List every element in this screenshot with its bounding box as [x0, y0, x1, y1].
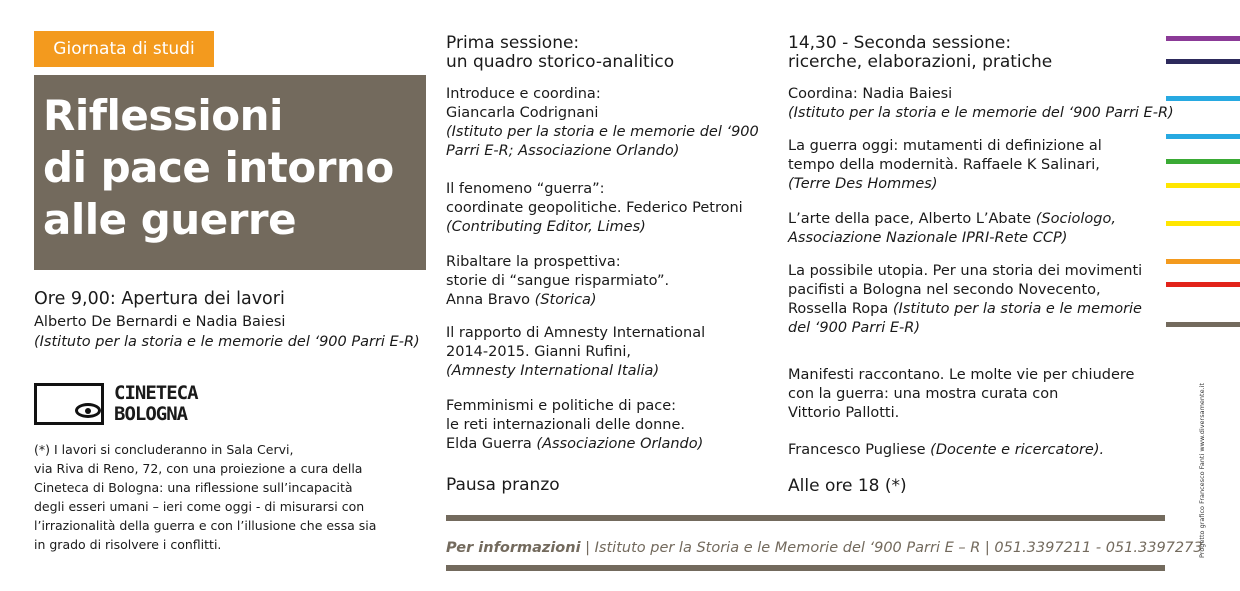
divider-top: [446, 515, 1165, 521]
eye-icon: [75, 403, 101, 418]
event-type-badge: Giornata di studi: [34, 31, 214, 67]
item-affiliation: (Terre Des Hommes): [788, 176, 938, 192]
lunch-break: Pausa pranzo: [446, 475, 560, 495]
item-affiliation: (Istituto per la storia e le memorie del ‘900 Parri E-R): [788, 105, 1174, 121]
color-stripe: [1166, 96, 1240, 101]
color-stripe: [1166, 36, 1240, 41]
item-line: Ribaltare la prospettiva:: [446, 254, 621, 270]
item-line: Elda Guerra: [446, 436, 537, 452]
session2-item-1: [788, 85, 1174, 123]
item-affiliation: del ‘900 Parri E-R): [788, 320, 920, 336]
item-line: Francesco Pugliese: [788, 442, 931, 458]
item-line: Anna Bravo: [446, 292, 535, 308]
footnote-line: (*) I lavori si concluderanno in Sala Cervi,: [34, 442, 294, 457]
session1-item-1: [446, 85, 759, 161]
item-line: Il fenomeno “guerra”:: [446, 181, 605, 197]
session-title-line: Prima sessione:: [446, 33, 580, 53]
info-contacts: | Istituto per la Storia e le Memorie del ‘900 Parri E – R | 051.3397211 - 051.3397273: [580, 540, 1203, 556]
design-credit: [1198, 348, 1208, 558]
title-line: alle guerre: [43, 195, 297, 244]
color-stripe: [1166, 259, 1240, 264]
item-line: L’arte della pace, Alberto L’Abate: [788, 211, 1036, 227]
item-line: tempo della modernità. Raffaele K Salinari,: [788, 157, 1100, 173]
item-line: storie di “sangue risparmiato”.: [446, 273, 670, 289]
session1-item-5: [446, 397, 703, 454]
session1-title: [446, 34, 674, 72]
item-line: 2014-2015. Gianni Rufini,: [446, 344, 631, 360]
item-line: La guerra oggi: mutamenti di definizione al: [788, 138, 1102, 154]
item-line: La possibile utopia. Per una storia dei movimenti: [788, 263, 1143, 279]
final-screening-time: Alle ore 18 (*): [788, 476, 907, 496]
logo-frame: [34, 383, 104, 425]
item-line: Manifesti raccontano. Le molte vie per chiudere: [788, 367, 1135, 383]
color-stripe: [1166, 221, 1240, 226]
item-affiliation: (Sociologo,: [1035, 211, 1116, 227]
session2-item-5: [788, 366, 1134, 423]
info-line: [446, 540, 1203, 556]
cineteca-logo: [34, 382, 198, 427]
session-title-line: ricerche, elaborazioni, pratiche: [788, 52, 1053, 72]
item-affiliation: (Contributing Editor, Limes): [446, 219, 646, 235]
footnote: [34, 440, 409, 554]
item-line: Rossella Ropa: [788, 301, 893, 317]
item-affiliation: Parri E-R; Associazione Orlando): [446, 143, 680, 159]
session2-item-2: [788, 137, 1102, 194]
title-line: di pace intorno: [43, 143, 394, 192]
page-title: [43, 90, 394, 246]
item-line: Vittorio Pallotti.: [788, 405, 900, 421]
color-stripe: [1166, 59, 1240, 64]
item-affiliation: (Istituto per la storia e le memorie del ‘900: [446, 124, 759, 140]
item-line: Coordina: Nadia Baiesi: [788, 86, 953, 102]
item-line: Giancarla Codrignani: [446, 105, 599, 121]
session2-title: [788, 34, 1052, 72]
item-line: Introduce e coordina:: [446, 86, 601, 102]
design-credit-text: Progetto grafico Francesco Fanti www.diversamente.it: [1198, 382, 1206, 558]
item-affiliation: (Istituto per la storia e le memorie: [892, 301, 1142, 317]
info-label: Per informazioni: [446, 540, 581, 556]
item-affiliation: (Storica): [534, 292, 597, 308]
item-line: pacifisti a Bologna nel secondo Novecento,: [788, 282, 1101, 298]
session1-item-4: [446, 324, 705, 381]
opening-names: Alberto De Bernardi e Nadia Baiesi: [34, 314, 286, 330]
logo-line: CINETECA: [114, 382, 198, 404]
color-stripe: [1166, 322, 1240, 327]
session2-item-3: [788, 210, 1116, 248]
session1-item-3: [446, 253, 669, 310]
item-affiliation: (Amnesty International Italia): [446, 363, 660, 379]
footnote-line: in grado di risolvere i conflitti.: [34, 537, 222, 552]
color-stripe: [1166, 159, 1240, 164]
opening-institute: (Istituto per la storia e le memorie del ‘900 Parri E-R): [34, 334, 420, 350]
session2-item-6: [788, 441, 1104, 460]
opening-heading: Ore 9,00: Apertura dei lavori: [34, 289, 285, 309]
footnote-line: Cineteca di Bologna: una riflessione sull’incapacità: [34, 480, 353, 495]
title-box: [34, 75, 426, 270]
logo-text: [114, 383, 198, 425]
color-stripe: [1166, 282, 1240, 287]
footnote-line: via Riva di Reno, 72, con una proiezione a cura della: [34, 461, 363, 476]
title-line: Riflessioni: [43, 91, 283, 140]
session-title-line: 14,30 - Seconda sessione:: [788, 33, 1012, 53]
session2-item-4: [788, 262, 1142, 338]
color-stripe: [1166, 183, 1240, 188]
item-affiliation: (Associazione Orlando): [536, 436, 704, 452]
session-title-line: un quadro storico-analitico: [446, 52, 675, 72]
item-line: Femminismi e politiche di pace:: [446, 398, 677, 414]
item-line: Il rapporto di Amnesty International: [446, 325, 706, 341]
divider-bottom: [446, 565, 1165, 571]
color-stripe: [1166, 134, 1240, 139]
footnote-line: degli esseri umani – ieri come oggi - di misurarsi con: [34, 499, 365, 514]
session1-item-2: [446, 180, 743, 237]
item-affiliation: Associazione Nazionale IPRI-Rete CCP): [788, 230, 1068, 246]
item-affiliation: (Docente e ricercatore).: [930, 442, 1105, 458]
item-line: con la guerra: una mostra curata con: [788, 386, 1059, 402]
item-line: le reti internazionali delle donne.: [446, 417, 686, 433]
logo-line: BOLOGNA: [114, 403, 188, 425]
item-line: coordinate geopolitiche. Federico Petroni: [446, 200, 743, 216]
footnote-line: l’irrazionalità della guerra e con l’illusione che essa sia: [34, 518, 377, 533]
